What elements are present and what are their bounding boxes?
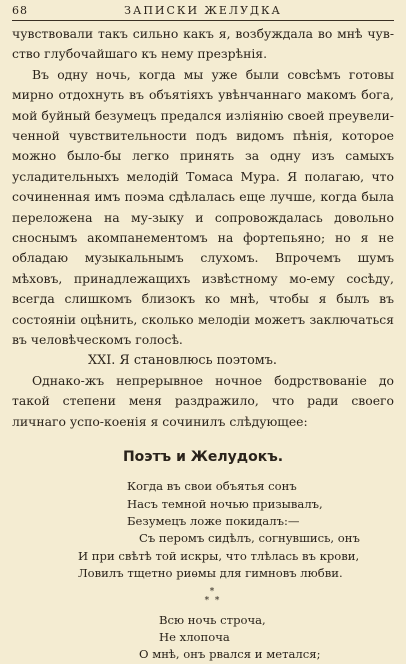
running-title: ЗАПИСКИ ЖЕЛУДКА — [124, 4, 282, 17]
verse-line: Когда въ свои объятья сонъ — [127, 479, 297, 494]
stanza-divider — [12, 588, 394, 606]
star-pair: * * — [204, 595, 220, 606]
page-body — [12, 24, 394, 664]
page-header — [12, 4, 394, 20]
verse-line: Безумецъ ложе покидалъ:— — [127, 513, 300, 528]
page-number: 68 — [12, 4, 28, 17]
verse-line: Съ перомъ сидѣлъ, согнувшись, онъ — [139, 531, 360, 546]
verse-line: Ловилъ тщетно риѳмы для гимновъ любви. — [78, 566, 343, 581]
verse-line: И при свѣтѣ той искры, что тлѣлась въ крови, — [78, 548, 360, 563]
poem-title: Поэтъ и Желудокъ. — [122, 449, 284, 466]
poem — [12, 478, 394, 664]
star-top: * — [209, 586, 215, 597]
verse-line: Не хлопоча — [159, 629, 230, 644]
verse-line: Всю ночь строча, — [159, 612, 266, 627]
verse-line: Насъ темной ночью призывалъ, — [127, 496, 323, 511]
verse-line: О мнѣ, онъ рвался и метался; — [139, 647, 321, 662]
paragraph: чувствовали такъ сильно какъ я, возбуждала во мнѣ чув-ство глубочайшаго къ нему презрѣнія. — [12, 26, 394, 62]
paragraph: Въ одну ночь, когда мы уже были совсѣмъ готовы мирно отдохнуть въ объятіяхъ увѣнчаннаго макомъ бога, мой буйный безумецъ предался изліянію своей преувели-ченной чувствительности подъ видомъ пѣнія, которое можно было-бы легко принять за одну изъ самыхъ усладительныхъ мелодій Томаса Мура. Я полагаю, что сочиненная имъ поэма сдѣлалась еще лучше, когда была переложена на му-зыку и сопровождалась довольно сноснымъ акомпанементомъ на фортепьяно; но я не обладаю музыкальнымъ слухомъ. Впрочемъ шумъ мѣховъ, принадлежащихъ извѣстному мо-ему сосѣду, всегда слишкомъ близокъ ко мнѣ, чтобы я былъ въ состояніи оцѣнить, сколько мелодіи можетъ заключаться въ человѣческомъ голосѣ. — [12, 66, 394, 348]
header-rule — [12, 20, 394, 21]
section-heading: XXI. Я становлюсь поэтомъ. — [88, 352, 277, 368]
paragraph: Однако-жъ непрерывное ночное бодрствованіе до такой степени меня раздражило, что ради своего личнаго успо-коенія я сочинилъ слѣдующее: — [12, 372, 394, 429]
